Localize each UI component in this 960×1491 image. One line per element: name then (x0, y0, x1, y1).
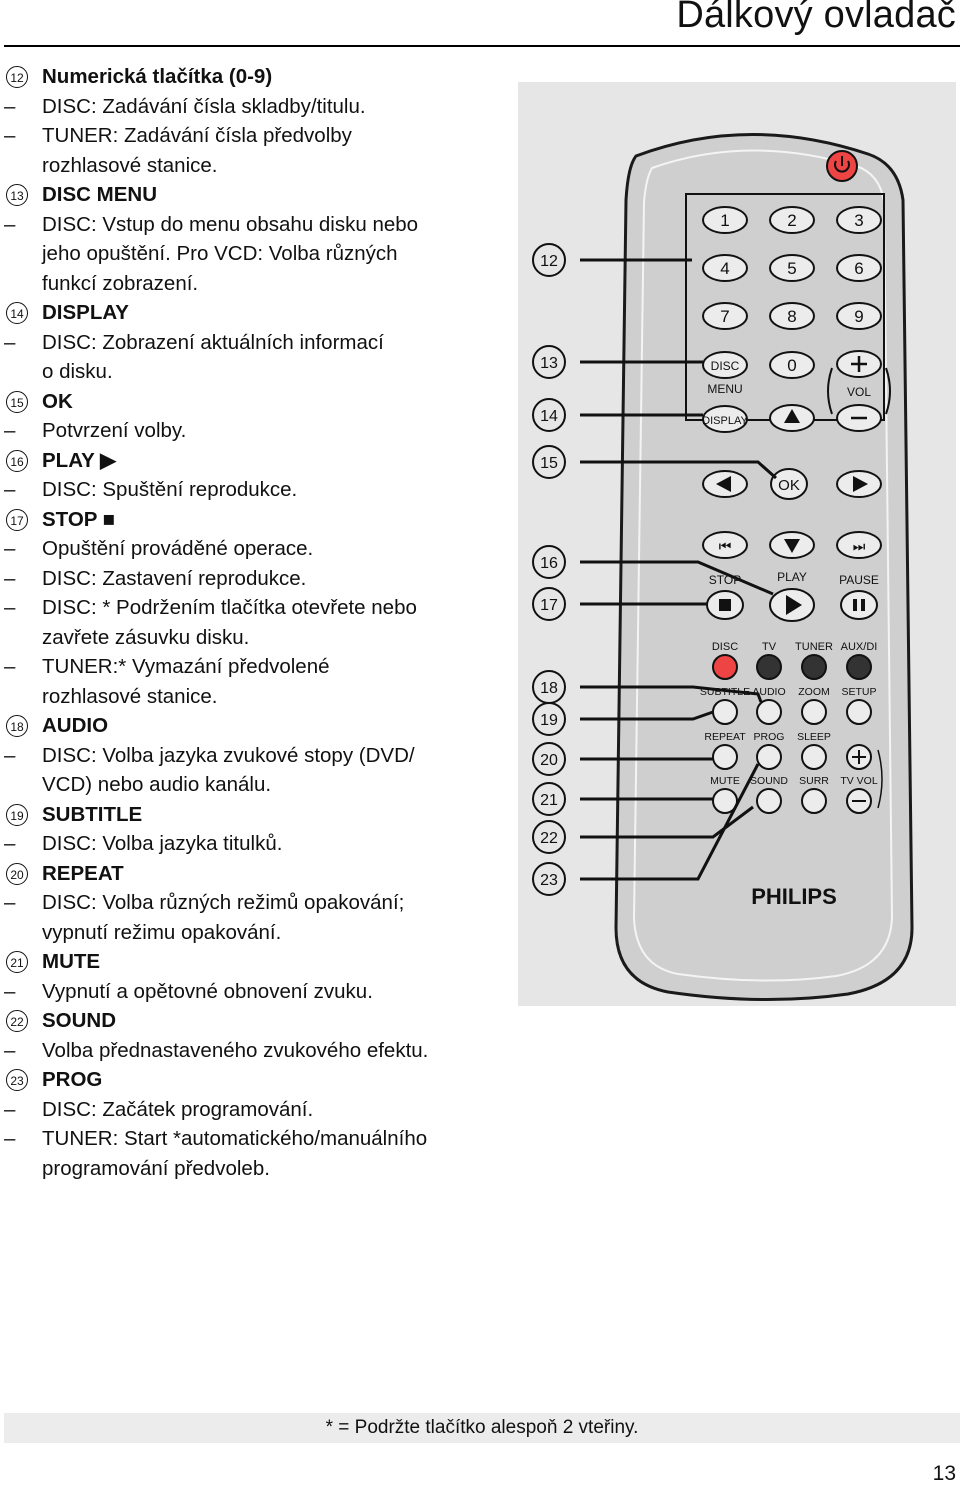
item-number-badge: 15 (6, 391, 28, 413)
item-description-line: – TUNER:* Vymazání předvolené (0, 652, 500, 682)
digit-label: 6 (854, 259, 864, 278)
item-description-line: – DISC: Volba různých režimů opakování; (0, 888, 500, 918)
ok-label: OK (778, 477, 800, 494)
digit-label: 0 (787, 356, 797, 375)
callout-23 (533, 863, 565, 895)
digit-label: 1 (720, 211, 730, 230)
item-description-line: vypnutí režimu opakování. (42, 920, 282, 944)
up-button[interactable] (770, 405, 814, 431)
item-number-badge: 12 (6, 66, 28, 88)
remote-illustration (518, 82, 956, 1006)
disc-label: DISC (710, 359, 740, 373)
item-number-badge: 17 (6, 509, 28, 531)
tv-vol-label: TV VOL (840, 775, 878, 787)
next-button[interactable] (837, 532, 881, 558)
right-button[interactable] (837, 471, 881, 497)
ok-button[interactable] (771, 469, 807, 499)
item-title: SOUND (42, 1009, 117, 1032)
item-description-line: rozhlasové stanice. (42, 684, 218, 708)
tv-button[interactable] (757, 655, 781, 679)
item-heading (0, 947, 500, 977)
item-heading (0, 62, 500, 92)
item-heading (0, 800, 500, 830)
digit-button-4[interactable] (703, 255, 747, 281)
item-number-badge: 13 (6, 184, 28, 206)
play-label: PLAY (777, 570, 807, 584)
page-title: Dálkový ovladač (676, 0, 956, 36)
callout-20 (533, 743, 565, 775)
callout-number: 22 (540, 830, 558, 847)
subtitle-label: SUBTITLE (699, 686, 751, 698)
item-number-badge: 19 (6, 804, 28, 826)
item-description-line: – DISC: Zobrazení aktuálních informací (0, 328, 500, 358)
play-button[interactable] (770, 589, 814, 621)
digit-button-2[interactable] (770, 207, 814, 233)
callout-21 (533, 783, 565, 815)
digit-button-1[interactable] (703, 207, 747, 233)
callout-number: 12 (540, 253, 558, 270)
disc-source-label: DISC (711, 641, 739, 653)
item-number-badge: 14 (6, 302, 28, 324)
footnote: * = Podržte tlačítko alespoň 2 vteřiny. (4, 1413, 960, 1443)
item-description-line: – Volba přednastaveného zvukového efektu. (0, 1036, 500, 1066)
digit-label: 5 (787, 259, 797, 278)
callout-18 (533, 671, 565, 703)
subtitle-button[interactable] (713, 700, 737, 724)
item-description-line: o disku. (42, 360, 113, 383)
item-heading (0, 446, 500, 476)
repeat-button[interactable] (713, 745, 737, 769)
item-title: PLAY ▶ (42, 448, 116, 472)
audio-button[interactable] (757, 700, 781, 724)
tuner-button[interactable] (802, 655, 826, 679)
item-description-line: – DISC: Volba jazyka zvukové stopy (DVD/ (0, 741, 500, 771)
tv-label: TV (761, 641, 777, 653)
item-title: AUDIO (42, 714, 109, 737)
header-rule (4, 45, 960, 47)
aux-button[interactable] (847, 655, 871, 679)
item-description-line: – Potvrzení volby. (0, 416, 500, 446)
pause-button[interactable] (841, 591, 877, 619)
disc-menu-button[interactable] (703, 352, 747, 396)
sound-label: SOUND (750, 775, 788, 787)
item-number-badge: 22 (6, 1010, 28, 1032)
item-description-line: – DISC: Volba jazyka titulků. (0, 829, 500, 859)
item-description-line: VCD) nebo audio kanálu. (42, 773, 272, 796)
callout-22 (533, 821, 565, 853)
callout-number: 20 (540, 752, 558, 769)
audio-label: AUDIO (752, 686, 786, 698)
setup-label: SETUP (841, 686, 877, 698)
power-button[interactable] (827, 151, 857, 181)
item-description-line: funkcí zobrazení. (42, 271, 199, 295)
philips-logo: PHILIPS (751, 884, 837, 909)
callout-number: 14 (540, 408, 558, 425)
item-number-badge: 20 (6, 863, 28, 885)
tv-volume-up-button[interactable] (847, 745, 871, 769)
callout-12 (533, 244, 565, 276)
item-list (0, 62, 500, 1183)
digit-label: 4 (720, 259, 730, 278)
item-description-line: rozhlasové stanice. (42, 153, 218, 177)
tv-volume-down-button[interactable] (847, 789, 871, 813)
zoom-label: ZOOM (798, 686, 830, 698)
callout-number: 18 (540, 680, 558, 697)
sleep-button[interactable] (802, 745, 826, 769)
item-title: PROG (42, 1068, 103, 1091)
surr-label: SURR (799, 775, 829, 787)
callout-number: 17 (540, 597, 558, 614)
item-title: DISC MENU (42, 183, 158, 206)
item-number-badge: 18 (6, 715, 28, 737)
mute-label: MUTE (710, 775, 740, 787)
vol-label: VOL (846, 385, 872, 399)
item-description-line: zavřete zásuvku disku. (42, 625, 250, 649)
item-heading (0, 859, 500, 889)
callout-number: 21 (540, 792, 558, 809)
menu-label: MENU (707, 382, 743, 396)
item-description-line: programování předvoleb. (42, 1156, 270, 1180)
digit-label: 8 (787, 307, 797, 326)
item-title: MUTE (42, 950, 101, 973)
tuner-label: TUNER (795, 641, 833, 653)
callout-14 (533, 399, 565, 431)
digit-label: 3 (854, 211, 864, 230)
page-number: 13 (932, 1462, 956, 1485)
callout-19 (533, 703, 565, 735)
item-description-line: – DISC: * Podržením tlačítka otevřete nebo (0, 593, 500, 623)
digit-button-0[interactable] (770, 352, 814, 378)
stop-label: STOP (708, 573, 742, 587)
item-description-line: – DISC: Spuštění reprodukce. (0, 475, 500, 505)
digit-label: 9 (854, 307, 864, 326)
item-title: DISPLAY (42, 301, 129, 324)
callout-17 (533, 588, 565, 620)
digit-button-8[interactable] (770, 303, 814, 329)
item-heading (0, 505, 500, 535)
left-button[interactable] (703, 471, 747, 497)
item-number-badge: 23 (6, 1069, 28, 1091)
prog-button[interactable] (757, 745, 781, 769)
zoom-button[interactable] (802, 700, 826, 724)
item-description-line: jeho opuštění. Pro VCD: Volba různých (42, 242, 398, 265)
item-title: OK (42, 389, 73, 413)
callout-number: 23 (540, 872, 558, 889)
item-description-line: – DISC: Vstup do menu obsahu disku nebo (0, 210, 500, 240)
surr-button[interactable] (802, 789, 826, 813)
item-number-badge: 21 (6, 951, 28, 973)
prog-label: PROG (753, 731, 785, 743)
digit-button-9[interactable] (837, 303, 881, 329)
item-heading (0, 1065, 500, 1095)
sound-button[interactable] (757, 789, 781, 813)
pause-label: PAUSE (839, 573, 879, 587)
digit-button-7[interactable] (703, 303, 747, 329)
item-number-badge: 16 (6, 450, 28, 472)
repeat-label: REPEAT (704, 731, 746, 743)
item-description-line: – Opuštění prováděné operace. (0, 534, 500, 564)
item-heading (0, 387, 500, 417)
display-label: DISPLAY (702, 415, 748, 427)
digit-label: 7 (720, 307, 730, 326)
callout-numbers (533, 244, 565, 895)
item-description-line: – DISC: Zadávání čísla skladby/titulu. (0, 92, 500, 122)
callout-15 (533, 446, 565, 478)
item-title: REPEAT (42, 861, 124, 885)
down-button[interactable] (770, 532, 814, 558)
callout-16 (533, 546, 565, 578)
previous-button[interactable] (703, 532, 747, 558)
item-heading (0, 1006, 500, 1036)
item-title: STOP ■ (42, 507, 116, 531)
next-icon: ⏭ (852, 538, 866, 554)
item-heading (0, 711, 500, 741)
item-description-line: – DISC: Začátek programování. (0, 1095, 500, 1125)
aux-label: AUX/DI (840, 641, 878, 653)
item-description-line: – Vypnutí a opětovné obnovení zvuku. (0, 977, 500, 1007)
previous-icon: ⏮ (718, 538, 732, 554)
display-button[interactable] (702, 406, 748, 432)
pause-icon (853, 599, 857, 611)
callout-number: 15 (540, 455, 558, 472)
digit-button-5[interactable] (770, 255, 814, 281)
callout-number: 19 (540, 712, 558, 729)
callout-number: 13 (540, 355, 558, 372)
item-title: Numerická tlačítka (0-9) (42, 65, 273, 88)
stop-button[interactable] (707, 591, 743, 619)
disc-source-button[interactable] (713, 655, 737, 679)
item-heading (0, 180, 500, 210)
digit-label: 2 (787, 211, 797, 230)
digit-button-3[interactable] (837, 207, 881, 233)
item-heading (0, 298, 500, 328)
item-description-line: – TUNER: Start *automatického/manuálního (0, 1124, 500, 1154)
stop-icon (719, 599, 731, 611)
sleep-label: SLEEP (797, 731, 831, 743)
item-description-line: – DISC: Zastavení reprodukce. (0, 564, 500, 594)
digit-button-6[interactable] (837, 255, 881, 281)
item-description-line: – TUNER: Zadávání čísla předvolby (0, 121, 500, 151)
setup-button[interactable] (847, 700, 871, 724)
callout-number: 16 (540, 555, 558, 572)
item-title: SUBTITLE (42, 802, 143, 826)
callout-13 (533, 346, 565, 378)
